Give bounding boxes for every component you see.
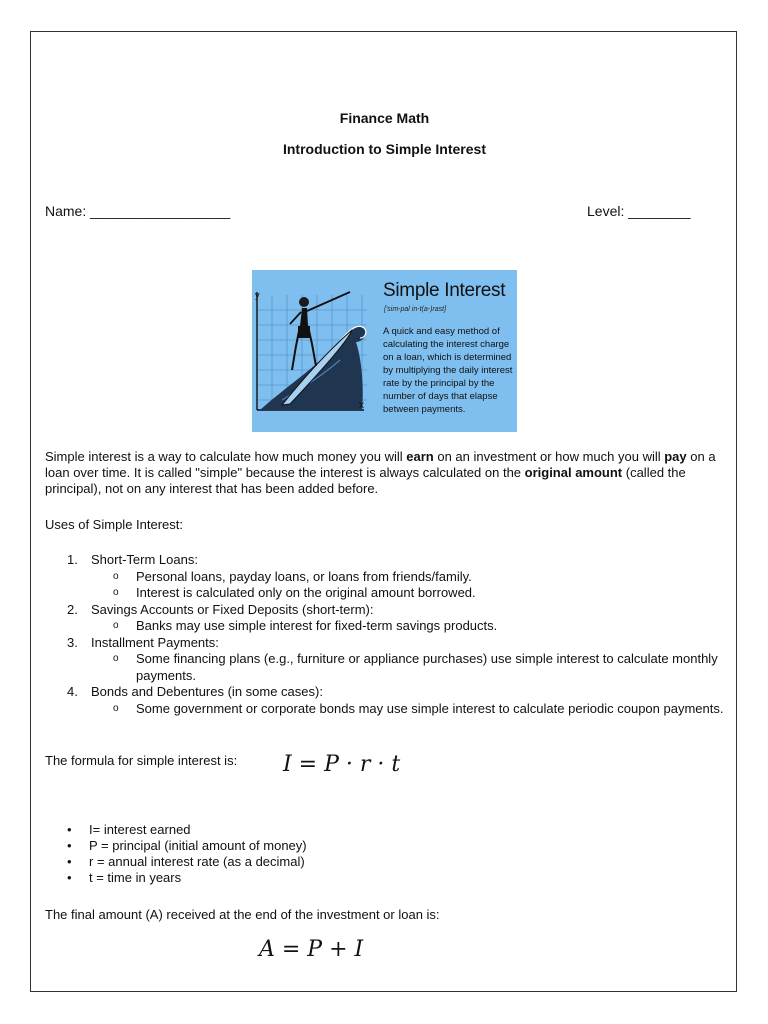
simple-interest-illustration (252, 270, 517, 432)
intro-bold-pay: pay (664, 449, 687, 464)
list-item (45, 870, 307, 886)
sub-bullet: o (113, 620, 119, 631)
intro-text-2: on an investment or how much you will (433, 449, 665, 464)
list-number: 2. (67, 601, 78, 617)
list-item (45, 854, 307, 870)
list-item-label: Installment Payments: (91, 634, 219, 650)
figure-heading: Simple Interest (383, 280, 506, 301)
sub-list-text: Banks may use simple interest for fixed-term savings products. (136, 618, 498, 633)
y-axis-letter: y (255, 290, 260, 300)
sub-list-text: Some government or corporate bonds may use simple interest to calculate periodic coupon payments. (136, 700, 724, 716)
sub-list-item (91, 585, 725, 602)
intro-bold-earn: earn (406, 449, 434, 464)
uses-heading: Uses of Simple Interest: (45, 517, 183, 532)
sub-bullet: o (113, 587, 119, 598)
intro-text-3: on a loan over time. It is called "simple" because the interest is always calculated on the (45, 449, 716, 480)
list-item-label: Savings Accounts or Fixed Deposits (short-term): (91, 601, 374, 617)
sub-list-text: Personal loans, payday loans, or loans from friends/family. (136, 568, 472, 584)
worksheet-page (30, 31, 737, 992)
list-item (45, 602, 725, 635)
final-amount-label: The final amount (A) received at the end of the investment or loan is: (45, 907, 440, 922)
sub-bullet: o (113, 570, 119, 582)
intro-paragraph (45, 449, 725, 497)
formula-label: The formula for simple interest is: (45, 753, 238, 768)
sub-list-text: Interest is calculated only on the original amount borrowed. (136, 585, 476, 600)
list-item-label: Short-Term Loans: (91, 552, 198, 567)
final-amount-formula: A = P + I (259, 937, 364, 962)
list-item (45, 822, 307, 838)
intro-text-4: (called the principal), not on any interest that has been added before. (45, 465, 686, 496)
sub-list-item (91, 618, 725, 635)
bullet-dot: • (67, 854, 72, 869)
simple-interest-formula: I = P · r · t (283, 752, 401, 777)
list-item (45, 838, 307, 854)
sub-list-item (91, 569, 725, 586)
list-item (45, 635, 725, 685)
bullet-dot: • (67, 838, 72, 853)
uses-list (45, 552, 725, 717)
document-title: Finance Math (339, 110, 430, 126)
x-axis-letter: x (359, 400, 364, 411)
variable-definition: I= interest earned (89, 822, 191, 837)
sub-bullet: o (113, 702, 119, 714)
figure-definition: A quick and easy method of calculating the interest charge on a loan, which is determined by multiplying the daily interest rate by the principal by the number of days that elapse between payments. (383, 326, 513, 415)
bullet-dot: • (67, 870, 72, 885)
intro-bold-original-amount: original amount (524, 465, 623, 480)
list-number: 3. (67, 634, 78, 650)
variable-definition: r = annual interest rate (as a decimal) (89, 854, 305, 869)
list-number: 1. (67, 552, 78, 567)
figure-pronunciation: ['sim-pal in-t(a-)rast] (384, 306, 447, 313)
variable-definition: P = principal (initial amount of money) (89, 838, 307, 853)
variable-list (45, 822, 307, 886)
list-item (45, 552, 725, 602)
list-number: 4. (67, 684, 78, 699)
list-item (45, 684, 725, 717)
sub-list-item (91, 651, 725, 684)
bullet-dot: • (67, 822, 72, 837)
intro-text-1: Simple interest is a way to calculate how much money you will (45, 449, 407, 464)
list-item-label: Bonds and Debentures (in some cases): (91, 684, 323, 699)
level-field-label: Level: ________ (587, 203, 691, 219)
name-field-label: Name: __________________ (45, 203, 231, 219)
sub-bullet: o (113, 653, 119, 664)
document-subtitle: Introduction to Simple Interest (282, 141, 486, 157)
sub-list-text: Some financing plans (e.g., furniture or appliance purchases) use simple interest to calculate monthly payments. (136, 651, 718, 683)
variable-definition: t = time in years (89, 870, 182, 885)
sub-list-item (91, 701, 725, 718)
